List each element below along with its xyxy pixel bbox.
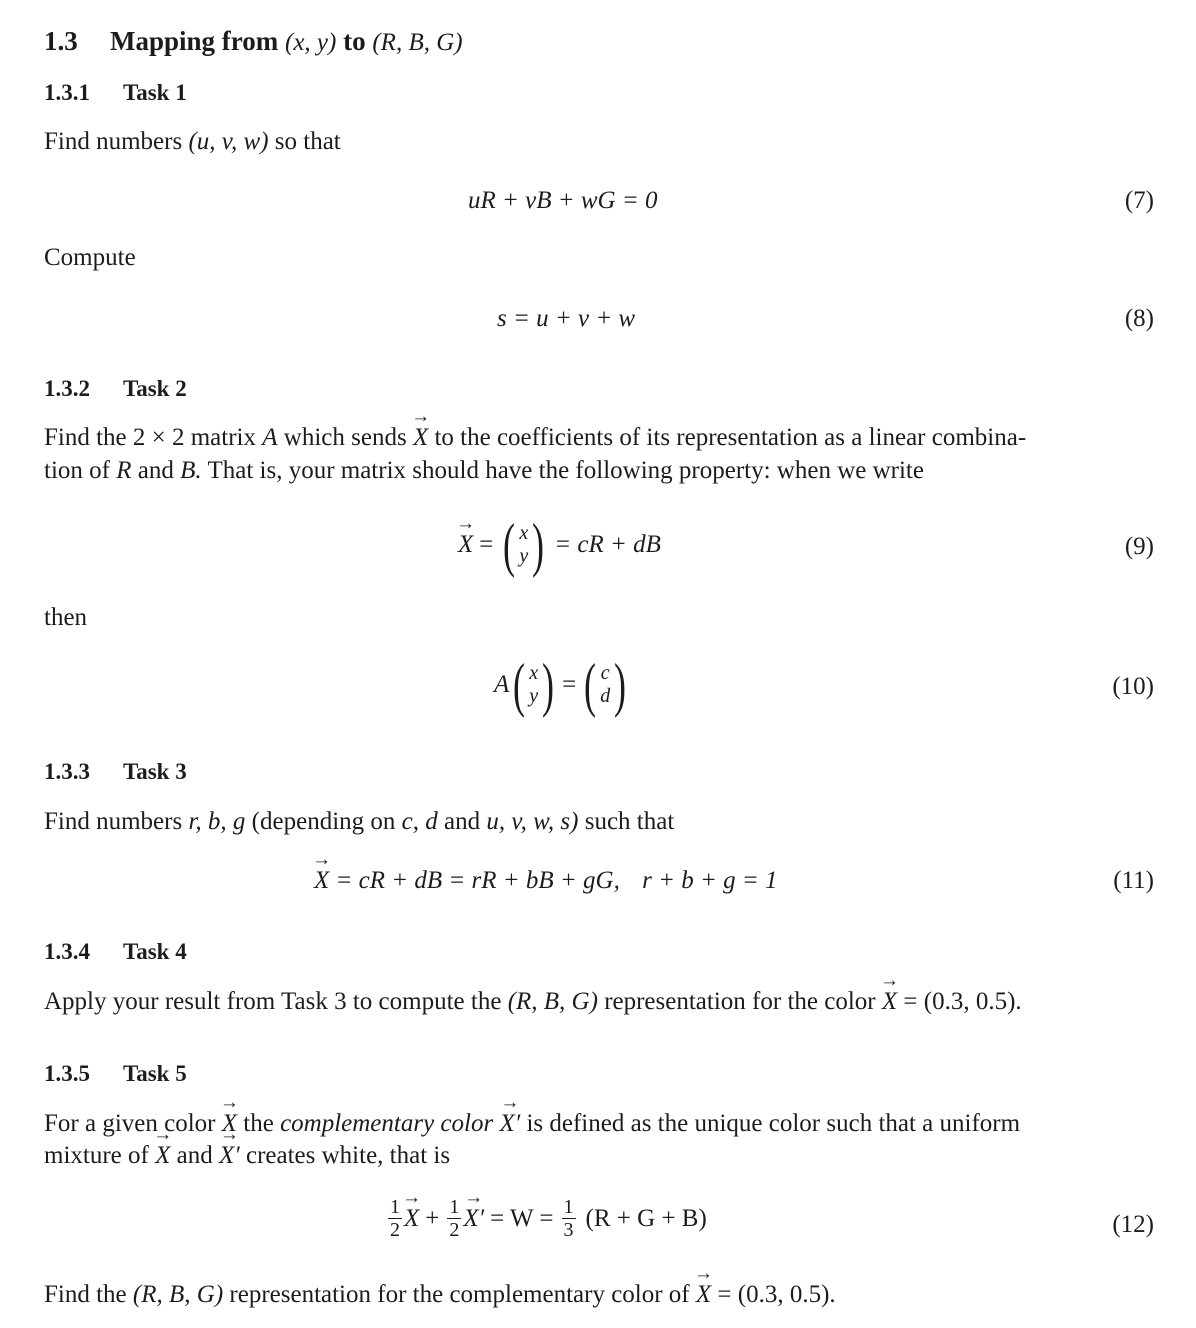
- equation-8: s = u + v + w: [497, 305, 636, 332]
- task5-line1-a: For a given color: [44, 1110, 216, 1137]
- task2-line2-c: That is, your matrix should have the following property: when we write: [207, 457, 924, 484]
- eq9-y: y: [519, 545, 529, 567]
- task5-final-question: [44, 1281, 836, 1309]
- task5-line2-vector-X: → X: [155, 1142, 170, 1170]
- eq10-column-vector-cd: ( c d ): [584, 652, 627, 718]
- eq12-vector-X: → X: [404, 1205, 419, 1233]
- task2-line2-R: R: [116, 457, 132, 484]
- eq11-vector-X: → X: [314, 867, 329, 895]
- section-heading: [44, 26, 463, 57]
- eq10-x: x: [529, 662, 539, 684]
- section-title-from: (x, y): [285, 29, 337, 56]
- task4-number: 1.3.4: [44, 939, 90, 964]
- eq9-column-vector: ( x y ): [503, 512, 545, 578]
- eq12-third: [562, 1196, 576, 1241]
- task5-paragraph-line1: [44, 1110, 1020, 1138]
- section-title-prefix: Mapping from: [110, 26, 279, 56]
- task1-heading: [44, 80, 187, 106]
- task4-text-rbg: (R, B, G): [507, 988, 598, 1015]
- task5-final-vector-X: → X: [696, 1281, 711, 1309]
- task2-line2-B: B.: [180, 457, 202, 484]
- equation-7: uR + vB + wG = 0: [468, 187, 658, 214]
- task2-title: Task 2: [123, 376, 187, 401]
- task4-value: = (0.3, 0.5).: [903, 988, 1022, 1015]
- task4-heading: [44, 939, 187, 965]
- eq12-half-1: [388, 1196, 402, 1241]
- equation-9: [458, 512, 661, 578]
- equation-8-number: (8): [1124, 305, 1154, 332]
- task2-line2-a: tion of: [44, 457, 110, 484]
- task3-paragraph: [44, 808, 674, 836]
- task1-intro-math: (u, v, w): [188, 128, 269, 155]
- eq12-sum: (R + G + B): [585, 1204, 707, 1232]
- section-title-to-word: to: [343, 26, 366, 56]
- task5-line1-c: is defined as the unique color such that a uniform: [526, 1110, 1021, 1137]
- task3-title: Task 3: [123, 759, 187, 784]
- eq10-c: c: [600, 662, 610, 684]
- eq11-rhs: = cR + dB = rR + bB + gG,: [335, 867, 620, 894]
- task5-line2-a: mixture of: [44, 1142, 149, 1169]
- task1-intro-tail: so that: [274, 128, 341, 155]
- task5-line2-vector-Xprime: → X′: [219, 1142, 240, 1170]
- eq12-plus: +: [425, 1204, 440, 1232]
- task4-text-b: representation for the color: [604, 988, 876, 1015]
- vector-X: → X: [413, 424, 428, 452]
- task2-line1-matrix-A: A: [262, 424, 278, 451]
- task5-final-value: = (0.3, 0.5).: [717, 1281, 836, 1308]
- eq12-third-num: 1: [563, 1196, 574, 1218]
- task3-heading: [44, 759, 187, 785]
- task5-line1-vector-X: → X: [222, 1110, 237, 1138]
- equation-10: [494, 652, 630, 718]
- section-number: 1.3: [44, 26, 78, 56]
- equation-11: [314, 867, 777, 895]
- eq9-x: x: [519, 522, 529, 544]
- eq12-third-den: 3: [563, 1219, 574, 1241]
- task5-number: 1.3.5: [44, 1061, 90, 1086]
- task5-final-rbg: (R, B, G): [132, 1281, 224, 1308]
- eq9-rhs: = cR + dB: [554, 531, 661, 558]
- section-title-to: (R, B, G): [372, 29, 463, 56]
- task4-vector-X: → X: [882, 988, 897, 1016]
- equation-10-number: (10): [1112, 673, 1154, 700]
- task3-text-c: such that: [584, 808, 675, 835]
- task5-title: Task 5: [123, 1061, 187, 1086]
- eq9-vector-X: → X: [458, 531, 473, 559]
- eq9-equals: =: [479, 531, 494, 558]
- task5-line1-b: the: [243, 1110, 274, 1137]
- task3-text-cd: c, d: [401, 808, 438, 835]
- eq11-condition: r + b + g = 1: [642, 867, 778, 894]
- task5-paragraph-line2: [44, 1142, 450, 1170]
- equation-7-number: (7): [1124, 187, 1154, 214]
- task5-final-b: representation for the complementary color of: [229, 1281, 690, 1308]
- equation-12-number: (12): [1112, 1211, 1154, 1238]
- eq10-equals: =: [562, 671, 577, 698]
- eq12-vector-Xprime: → X′: [463, 1205, 484, 1233]
- task2-paragraph-line1: [44, 424, 1026, 452]
- equation-11-number: (11): [1113, 867, 1154, 894]
- equation-9-number: (9): [1124, 533, 1154, 560]
- task3-text-b: (depending on: [251, 808, 396, 835]
- task2-heading: [44, 376, 187, 402]
- task5-line2-and: and: [176, 1142, 213, 1169]
- eq10-y: y: [529, 685, 539, 707]
- compute-text: Compute: [44, 244, 136, 271]
- task1-number: 1.3.1: [44, 80, 90, 105]
- eq12-half-2-den: 2: [449, 1219, 460, 1241]
- eq10-d: d: [600, 685, 611, 707]
- task5-line2-b: creates white, that is: [245, 1142, 451, 1169]
- eq10-A: A: [494, 671, 510, 698]
- task2-line1-c: to the coefficients of its representation as a linear combina-: [434, 424, 1027, 451]
- task2-paragraph-line2: [44, 457, 924, 485]
- equation-12: [386, 1196, 707, 1241]
- task4-paragraph: [44, 988, 1022, 1016]
- eq10-column-vector-xy: ( x y ): [513, 652, 555, 718]
- task5-final-a: Find the: [44, 1281, 127, 1308]
- task2-number: 1.3.2: [44, 376, 90, 401]
- eq12-half-1-num: 1: [390, 1196, 400, 1218]
- task2-line1-a: Find the 2 × 2 matrix: [44, 424, 256, 451]
- task1-title: Task 1: [123, 80, 187, 105]
- task2-line2-and: and: [137, 457, 174, 484]
- task2-line1-b: which sends: [283, 424, 407, 451]
- task3-text-and: and: [444, 808, 481, 835]
- eq12-half-1-den: 2: [390, 1219, 400, 1241]
- task3-text-uvws: u, v, w, s): [486, 808, 579, 835]
- eq12-equals-W: = W =: [490, 1204, 554, 1232]
- task3-number: 1.3.3: [44, 759, 90, 784]
- task1-intro: [44, 128, 341, 156]
- complementary-color-term: complementary color: [280, 1110, 494, 1137]
- task4-title: Task 4: [123, 939, 187, 964]
- eq12-half-2-num: 1: [449, 1196, 460, 1218]
- task5-line1-vector-Xprime: → X′: [499, 1110, 520, 1138]
- task3-text-rbg: r, b, g: [188, 808, 246, 835]
- task3-text-a: Find numbers: [44, 808, 183, 835]
- task5-heading: [44, 1061, 187, 1087]
- task4-text-a: Apply your result from Task 3 to compute the: [44, 988, 502, 1015]
- then-text: then: [44, 604, 88, 631]
- eq12-half-2: [447, 1196, 461, 1241]
- task1-intro-text: Find numbers: [44, 128, 183, 155]
